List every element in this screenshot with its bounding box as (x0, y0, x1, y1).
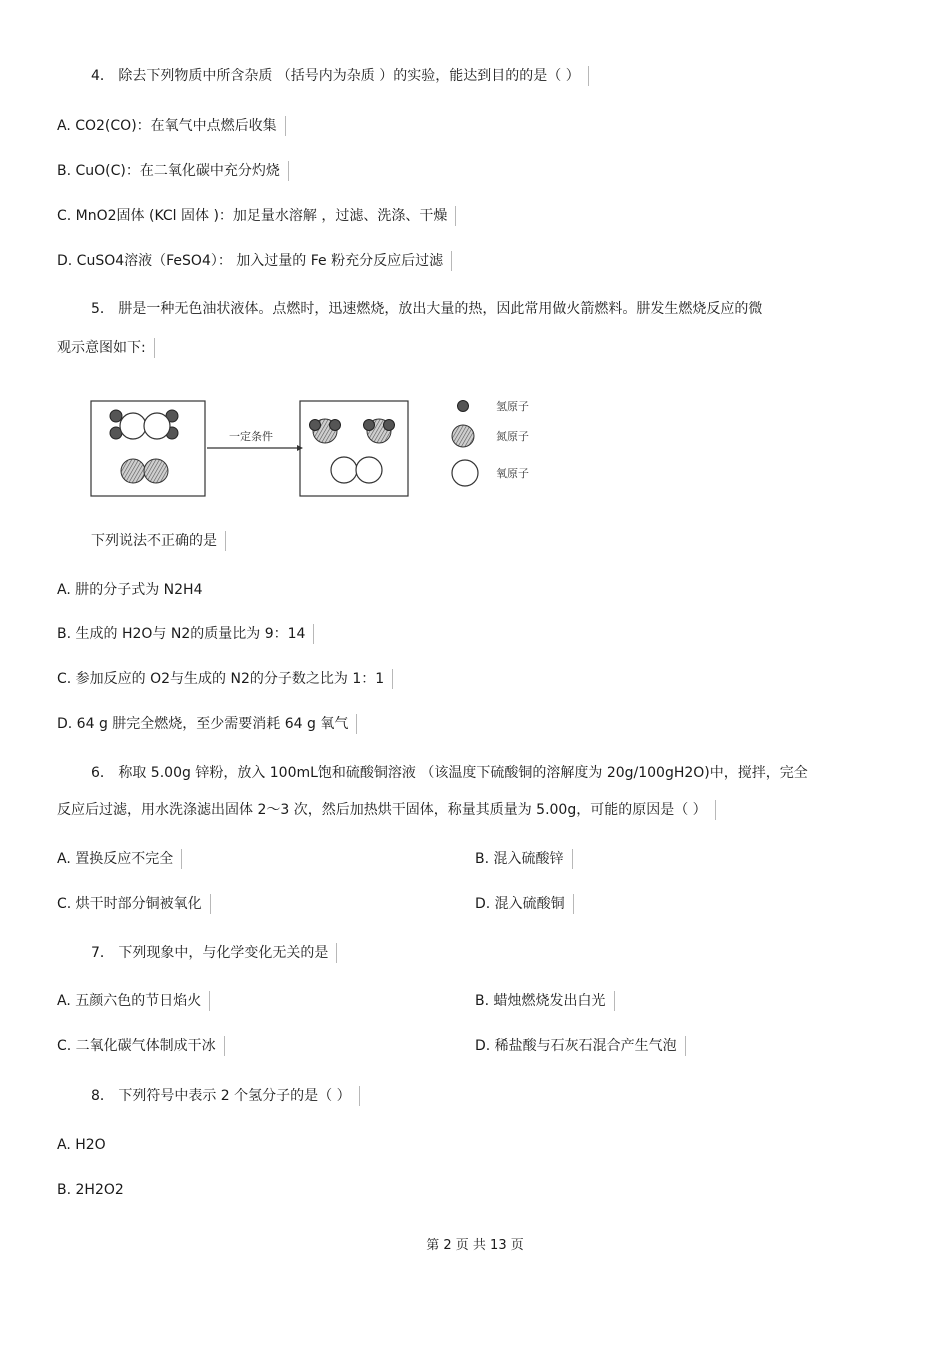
q6-option-b: B. 混入硫酸锌 (475, 849, 573, 869)
q8-option-a: A. H2O (57, 1137, 106, 1153)
oxygen-molecule (121, 459, 168, 483)
question-5-prompt: 下列说法不正确的是 (91, 531, 226, 551)
q4-option-c: C. MnO2固体 (KCl 固体 )：加足量水溶解 ，过滤、洗涤、干燥 (57, 206, 456, 226)
water-molecule-2 (364, 419, 395, 443)
question-5-stem-line2: 观示意图如下: (57, 338, 155, 358)
q7-option-b: B. 蜡烛燃烧发出白光 (475, 991, 615, 1011)
nitrogen-atom-icon (452, 425, 474, 447)
question-7-stem: 7． 下列现象中，与化学变化无关的是 (91, 943, 337, 963)
page-footer: 第 2 页 共 13 页 (426, 1238, 524, 1253)
products-box (300, 401, 408, 496)
q4-option-b: B. CuO(C)：在二氧化碳中充分灼烧 (57, 161, 289, 181)
question-5-stem-line1: 5． 肼是一种无色油状液体。点燃时，迅速燃烧，放出大量的热，因此常用做火箭燃料。肼发生燃烧反应的微 (91, 301, 763, 317)
q6-option-a: A. 置换反应不完全 (57, 849, 182, 869)
legend-oxygen: 氧原子 (496, 467, 529, 480)
hydrazine-molecule (110, 410, 178, 439)
q6-option-d: D. 混入硫酸铜 (475, 894, 574, 914)
q5-option-d: D. 64 g 肼完全燃烧，至少需要消耗 64 g 氧气 (57, 714, 357, 734)
q4-option-a: A. CO2(CO)：在氧气中点燃后收集 (57, 116, 286, 136)
question-6-stem-line2: 反应后过滤，用水洗涤滤出固体 2～3 次，然后加热烘干固体，称量其质量为 5.00g，可能的原因是（ ） (57, 800, 716, 820)
nitrogen-molecule (331, 457, 382, 483)
q5-option-b: B. 生成的 H2O与 N2的质量比为 9：14 (57, 624, 314, 644)
question-4-stem: 4． 除去下列物质中所含杂质 （括号内为杂质 ）的实验，能达到目的的是（ ） (91, 66, 589, 86)
arrow-label: 一定条件 (229, 430, 273, 443)
legend (452, 399, 529, 486)
question-6-stem-line1: 6． 称取 5.00g 锌粉，放入 100mL饱和硫酸铜溶液 （该温度下硫酸铜的溶解度为 20g/100gH2O)中，搅拌，完全 (91, 765, 808, 781)
legend-hydrogen: 氢原子 (496, 400, 529, 413)
legend-nitrogen: 氮原子 (496, 430, 529, 443)
q4-option-d: D. CuSO4溶液（FeSO4）： 加入过量的 Fe 粉充分反应后过滤 (57, 251, 452, 271)
question-8-stem: 8． 下列符号中表示 2 个氢分子的是（ ） (91, 1086, 360, 1106)
q7-option-d: D. 稀盐酸与石灰石混合产生气泡 (475, 1036, 686, 1056)
q8-option-b: B. 2H2O2 (57, 1182, 124, 1198)
water-molecule-1 (310, 419, 341, 443)
q5-option-c: C. 参加反应的 O2与生成的 N2的分子数之比为 1：1 (57, 669, 393, 689)
q7-option-c: C. 二氧化碳气体制成干冰 (57, 1036, 225, 1056)
oxygen-atom-icon (452, 460, 478, 486)
reaction-diagram (89, 389, 551, 501)
q5-option-a: A. 肼的分子式为 N2H4 (57, 582, 203, 598)
q7-option-a: A. 五颜六色的节日焰火 (57, 991, 210, 1011)
reactants-box (91, 401, 205, 496)
hydrogen-atom-icon (458, 401, 469, 412)
q6-option-c: C. 烘干时部分铜被氧化 (57, 894, 211, 914)
